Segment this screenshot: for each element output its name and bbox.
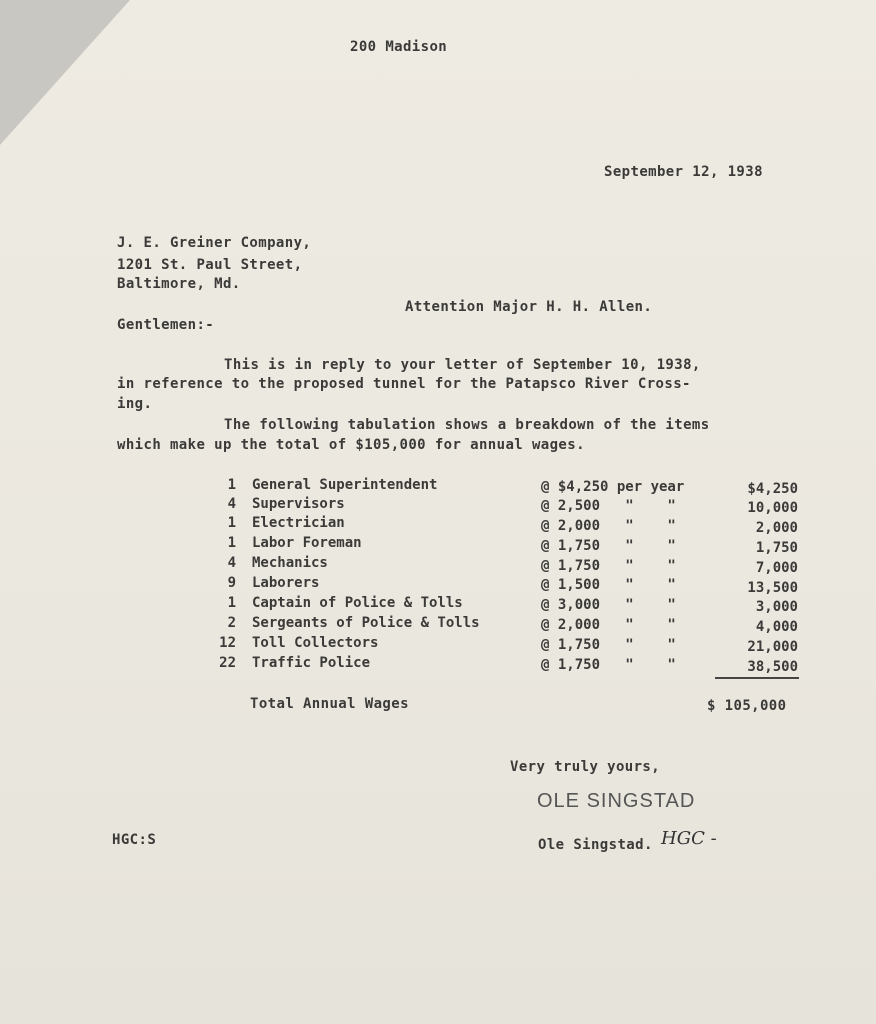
row-quantity: 1 (227, 535, 236, 551)
total-amount: $ 105,000 (707, 698, 787, 714)
recipient-line-3: Baltimore, Md. (117, 276, 241, 292)
closing: Very truly yours, (510, 759, 661, 775)
reference-initials: HGC:S (112, 832, 157, 848)
row-rate: @ 1,750 " " (541, 657, 676, 673)
recipient-line-2: 1201 St. Paul Street, (117, 257, 303, 273)
signature-stamp: OLE SINGSTAD (537, 790, 696, 812)
total-underline (715, 677, 799, 679)
row-quantity: 1 (227, 515, 236, 531)
row-rate: @ 1,750 " " (541, 558, 676, 574)
body-paragraph-1-line-2: in reference to the proposed tunnel for the Patapsco River Cross- (117, 376, 691, 392)
body-paragraph-2-line-2: which make up the total of $105,000 for annual wages. (117, 437, 585, 453)
body-paragraph-1-line-1: This is in reply to your letter of September 10, 1938, (224, 357, 701, 373)
row-item: Captain of Police & Tolls (252, 595, 463, 611)
letterhead-address: 200 Madison (350, 39, 448, 55)
row-rate: @ 1,500 " " (541, 577, 676, 593)
recipient-line-1: J. E. Greiner Company, (117, 235, 312, 251)
row-quantity: 9 (227, 575, 236, 591)
row-rate: @ 2,500 " " (541, 498, 676, 514)
row-quantity: 1 (227, 595, 236, 611)
body-paragraph-1-line-3: ing. (117, 396, 153, 412)
row-amount: 3,000 (755, 599, 798, 615)
row-rate: @ 1,750 " " (541, 637, 676, 653)
row-item: Supervisors (252, 496, 345, 512)
row-item: Mechanics (252, 555, 328, 571)
row-rate: @ 3,000 " " (541, 597, 676, 613)
row-rate: @ 2,000 " " (541, 617, 676, 633)
row-amount: 4,000 (755, 619, 798, 635)
folded-corner (0, 0, 130, 145)
body-paragraph-2-line-1: The following tabulation shows a breakdown of the items (224, 417, 710, 433)
row-item: Labor Foreman (252, 535, 362, 551)
row-item: Electrician (252, 515, 345, 531)
row-amount: 7,000 (755, 560, 798, 576)
row-item: Toll Collectors (252, 635, 379, 651)
row-item: Traffic Police (252, 655, 371, 671)
row-item: General Superintendent (252, 477, 438, 493)
row-item: Laborers (252, 575, 320, 591)
signature-initials: HGC - (661, 828, 717, 849)
row-amount: 13,500 (747, 580, 798, 596)
row-quantity: 4 (227, 555, 236, 571)
row-rate: @ 2,000 " " (541, 518, 676, 534)
row-amount: 1,750 (755, 540, 798, 556)
row-amount: 10,000 (747, 500, 798, 516)
row-item: Sergeants of Police & Tolls (252, 615, 480, 631)
total-label: Total Annual Wages (250, 696, 409, 712)
row-quantity: 12 (219, 635, 236, 651)
row-amount: 2,000 (755, 520, 798, 536)
row-quantity: 1 (227, 477, 236, 493)
row-rate: @ $4,250 per year (541, 479, 685, 495)
attention-line: Attention Major H. H. Allen. (405, 299, 653, 315)
salutation: Gentlemen:- (117, 317, 215, 333)
row-amount: $4,250 (747, 481, 798, 497)
row-quantity: 4 (227, 496, 236, 512)
row-amount: 38,500 (747, 659, 798, 675)
row-quantity: 2 (227, 615, 236, 631)
row-rate: @ 1,750 " " (541, 538, 676, 554)
row-quantity: 22 (219, 655, 236, 671)
row-amount: 21,000 (747, 639, 798, 655)
letter-date: September 12, 1938 (604, 164, 763, 180)
signature-typed: Ole Singstad. (538, 837, 653, 853)
